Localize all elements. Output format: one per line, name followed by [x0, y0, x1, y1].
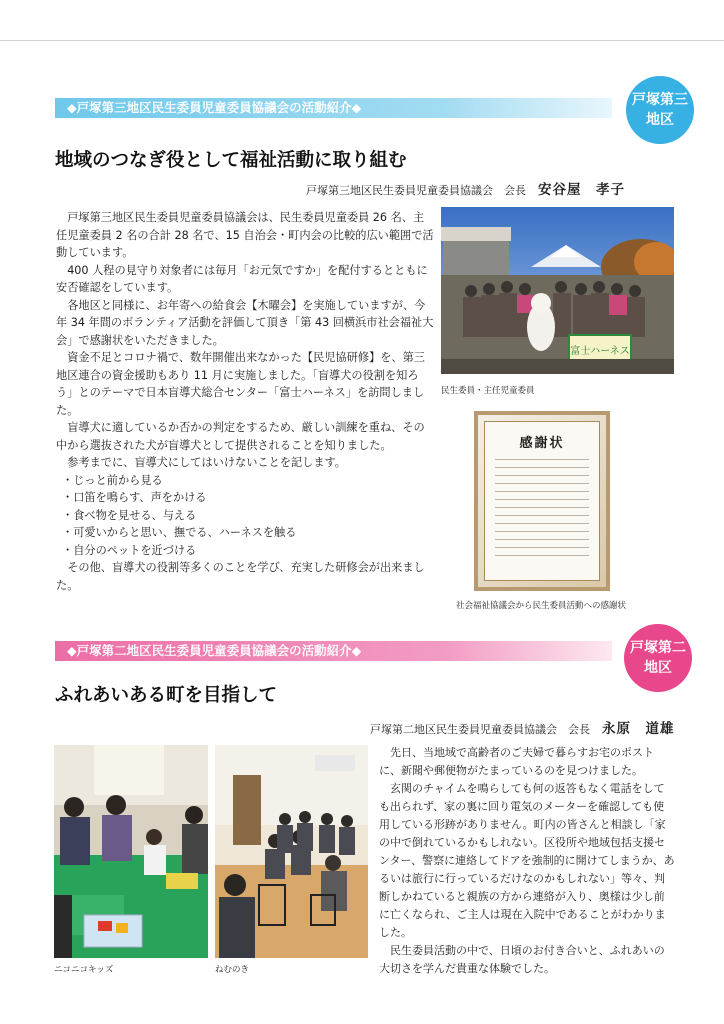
- photo-caption: ニコニコキッズ: [54, 965, 114, 975]
- paragraph: 戸塚第三地区民生委員児童委員協議会は、民生委員児童委員 26 名、主任児童委員 2 名の合計 28 名で、15 自治会・町内会の比較的広い範囲で活動しています。: [56, 211, 434, 259]
- paragraph: 盲導犬に適しているか否かの判定をするため、厳しい訓練を重ね、その中から選抜された犬が盲導犬として提供されることを知りました。: [56, 421, 425, 452]
- badge-line: 地区: [646, 112, 674, 128]
- photo-caption: ねむのき: [215, 965, 250, 975]
- paragraph: 先日、当地域で高齢者のご夫婦で暮らすお宅のポストに、新聞や郵便物がたまっているのを見つけました。: [379, 746, 654, 777]
- paragraph: 資金不足とコロナ禍で、数年開催出来なかった【民児協研修】を、第三地区連合の資金援助もあり 11 月に実施しました。「盲導犬の役割を知ろう」とのテーマで日本盲導犬総合センター「富士ハーネス」を訪問しました。: [56, 351, 425, 417]
- bullet-item: ・じっと前から見る: [62, 473, 163, 487]
- certificate-title: 感謝状: [519, 436, 565, 451]
- bullet-item: ・食べ物を見せる、与える: [62, 508, 197, 522]
- meeting-photo: [215, 745, 368, 958]
- badge-line: 地区: [644, 660, 672, 676]
- certificate-text-lines: [495, 459, 589, 556]
- badge-line: 戸塚第三: [632, 92, 688, 108]
- district-badge: [624, 624, 692, 692]
- article-body: [379, 744, 675, 978]
- article-title: 地域のつなぎ役として福祉活動に取り組む: [55, 150, 407, 171]
- district-badge: [626, 76, 694, 144]
- article-title: ふれあいある町を目指して: [55, 685, 278, 706]
- top-rule: [0, 40, 724, 41]
- author-name: 安谷屋 孝子: [538, 182, 625, 198]
- group-photo: [441, 207, 674, 374]
- photo-caption: 民生委員・主任児童委員: [441, 386, 535, 396]
- bullet-item: ・可愛いからと思い、撫でる、ハーネスを触る: [62, 526, 297, 539]
- photo-caption: 社会福祉協議会から民生委員活動への感謝状: [456, 601, 627, 611]
- author-name: 永原 道雄: [602, 721, 675, 737]
- paragraph: 参考までに、盲導犬にしてはいけないことを記します。: [67, 456, 346, 469]
- section-band: ◆戸塚第三地区民生委員児童委員協議会の活動紹介◆: [55, 98, 612, 118]
- author-org: 戸塚第三地区民生委員児童委員協議会 会長: [306, 184, 526, 197]
- bullet-item: ・自分のペットを近づける: [62, 543, 197, 557]
- certificate-image: [474, 411, 610, 591]
- paragraph: 各地区と同様に、お年寄への給食会【木曜会】を実施していますが、今年 34 年間のボランティア活動を評価して頂き「第 43 回横浜市社会福祉大会」で感謝状をいただきました。: [56, 298, 434, 347]
- paragraph: 400 人程の見守り対象者には毎月「お元気ですか」を配付するとともに安否確認をしています。: [56, 263, 428, 294]
- paragraph: 民生委員活動の中で、日頃のお付き合いと、ふれあいの大切さを学んだ貴重な体験でした。: [379, 944, 665, 975]
- bullet-item: ・口笛を鳴らす、声をかける: [62, 491, 207, 504]
- section-band: ◆戸塚第二地区民生委員児童委員協議会の活動紹介◆: [55, 641, 612, 661]
- article-body: [56, 209, 434, 594]
- author-org: 戸塚第二地区民生委員児童委員協議会 会長: [370, 723, 590, 736]
- kids-photo: [54, 745, 208, 958]
- paragraph: 玄関のチャイムを鳴らしても何の返答もなく電話をしても出られず、家の裏に回り電気のメーターを確認しても使用している形跡がありません。町内の皆さんと相談し「家の中で倒れているかもしれない。区役所や地域包括支援センター、警察に連絡してドアを強制的に開けてしまうか、あるいは旅行に行っているだけなのかもしれない」等々、判断しかねていると親族の方から連絡が入り、奥様は少し前に亡くなられ、ご主人は現在入院中であることがわかりました。: [379, 782, 675, 939]
- sign-text: 富士ハーネス: [570, 346, 630, 357]
- author-line: [370, 717, 675, 737]
- paragraph: その他、盲導犬の役割等多くのことを学び、充実した研修会が出来ました。: [56, 561, 425, 592]
- badge-line: 戸塚第二: [630, 640, 686, 656]
- author-line: [306, 178, 625, 198]
